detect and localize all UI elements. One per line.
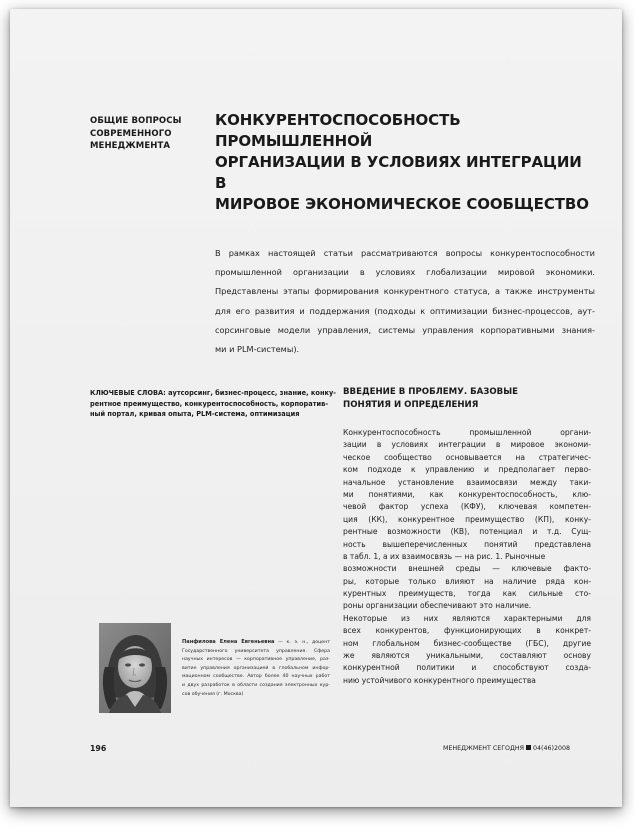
section-label bbox=[90, 115, 200, 153]
square-separator-icon bbox=[526, 745, 531, 750]
body-line: рентные возможности (КВ), потенциал и т.д. Сущ- bbox=[343, 527, 591, 537]
section-heading-line: ПОНЯТИЯ И ОПРЕДЕЛЕНИЯ bbox=[343, 399, 479, 410]
author-bio-line: сов обучения (г. Москва) bbox=[182, 691, 244, 697]
body-line: ция (КК), конкурентное преимущество (КП), конку- bbox=[343, 514, 591, 524]
body-line: Конкурентоспособность промышленной органи- bbox=[343, 428, 591, 437]
body-line: возможности внешней среды — ключевые факто- bbox=[343, 564, 591, 574]
author-bio bbox=[182, 638, 330, 699]
keywords bbox=[90, 388, 337, 420]
body-line: ком подходе к управлению и предполагает перво- bbox=[343, 465, 591, 475]
body-line: в табл. 1, а их взаимосвязь — на рис. 1. Рыночные bbox=[343, 551, 546, 561]
journal-issue: 04(46)2008 bbox=[533, 745, 570, 752]
body-line: же являются уникальными, составляют основу bbox=[343, 651, 591, 661]
body-line: ры, которые только влияют на наличие ряда кон- bbox=[343, 576, 591, 586]
author-name: Панфилова Елена Евгеньевна bbox=[182, 639, 275, 645]
title-line: ОРГАНИЗАЦИИ В УСЛОВИЯХ ИНТЕГРАЦИИ В bbox=[215, 153, 582, 192]
magazine-page bbox=[10, 9, 622, 807]
keywords-line: ный портал, кривая опыта, PLM-система, оптимизация bbox=[90, 410, 300, 418]
abstract bbox=[215, 244, 595, 359]
body-line: Некоторые из них являются характерными для bbox=[343, 613, 591, 623]
body-line: ческое сообщество основывается на стратегичес- bbox=[343, 452, 591, 462]
body-line: начальное установление взаимосвязи между таки- bbox=[343, 477, 591, 487]
section-label-line: СОВРЕМЕННОГО bbox=[90, 128, 172, 139]
body-line: всех конкурентов, функционирующих в конкрет- bbox=[343, 626, 591, 636]
section-heading-line: ВВЕДЕНИЕ В ПРОБЛЕМУ. БАЗОВЫЕ bbox=[343, 387, 519, 397]
title-line: МИРОВОЕ ЭКОНОМИЧЕСКОЕ СООБЩЕСТВО bbox=[215, 195, 589, 213]
author-bio-line: и двух разработок в области создания электронных кур- bbox=[182, 682, 330, 688]
abstract-line: промышленной организации в условиях глобализации мировой экономики. bbox=[215, 267, 595, 278]
body-line: ми понятиями, как конкурентоспособность, клю- bbox=[343, 489, 591, 499]
author-bio-line: — к. э. н., доцент bbox=[274, 640, 330, 645]
keywords-line: КЛЮЧЕВЫЕ СЛОВА: аутсорсинг, бизнес-процесс, знание, конку- bbox=[90, 389, 337, 397]
body-line: роны организации обеспечивают это наличие. bbox=[343, 601, 532, 611]
section-heading bbox=[343, 386, 593, 411]
body-line: ность вышеперечисленных понятий представлена bbox=[343, 539, 591, 549]
section-label-line: ОБЩИЕ ВОПРОСЫ bbox=[90, 116, 182, 126]
author-photo bbox=[99, 623, 171, 713]
journal-footer bbox=[443, 745, 570, 752]
body-line: конкурентной политики и способствуют созда- bbox=[343, 663, 591, 673]
abstract-line: В рамках настоящей статьи рассматриваются вопросы конкурентоспособности bbox=[215, 248, 595, 258]
author-bio-line: витие управления организацией в глобальном инфор- bbox=[182, 665, 330, 671]
title-line: КОНКУРЕНТОСПОСОБНОСТЬ ПРОМЫШЛЕННОЙ bbox=[215, 111, 461, 150]
body-line: ном глобальном бизнес-сообществе (ГБС), другие bbox=[343, 638, 591, 648]
abstract-line: сорсинговые модели управления, системы управления корпоративными знания- bbox=[215, 324, 595, 335]
abstract-line: Представлены этапы формирования конкурентного статуса, а также инструменты bbox=[215, 286, 595, 297]
abstract-line: ми и PLM-системы). bbox=[215, 344, 300, 355]
keywords-line: рентное преимущество, конкурентоспособность, корпоратив- bbox=[90, 399, 329, 408]
journal-name: МЕНЕДЖМЕНТ СЕГОДНЯ bbox=[443, 745, 525, 752]
article-title bbox=[215, 110, 595, 215]
author-bio-line: мационном сообществе. Автор более 40 научных работ bbox=[182, 674, 330, 680]
body-line: курентных преимуществ, тогда как сильные сто- bbox=[343, 589, 591, 599]
page-number: 196 bbox=[90, 744, 107, 753]
section-label-line: МЕНЕДЖМЕНТА bbox=[90, 141, 171, 151]
body-line: нию устойчивого конкурентного преимущества bbox=[343, 675, 536, 685]
author-bio-line: Государственного университета управления. Сфера bbox=[182, 648, 330, 654]
body-text bbox=[343, 427, 591, 687]
abstract-line: для его развития и поддержания (подходы к оптимизации бизнес-процессов, аут- bbox=[215, 305, 595, 316]
body-line: зации в условиях интеграции в мировое экономи- bbox=[343, 440, 591, 450]
body-line: чевой фактор успеха (КФУ), ключевая компетен- bbox=[343, 502, 591, 512]
author-bio-line: научных интересов — корпоративное управление, раз- bbox=[182, 657, 330, 663]
